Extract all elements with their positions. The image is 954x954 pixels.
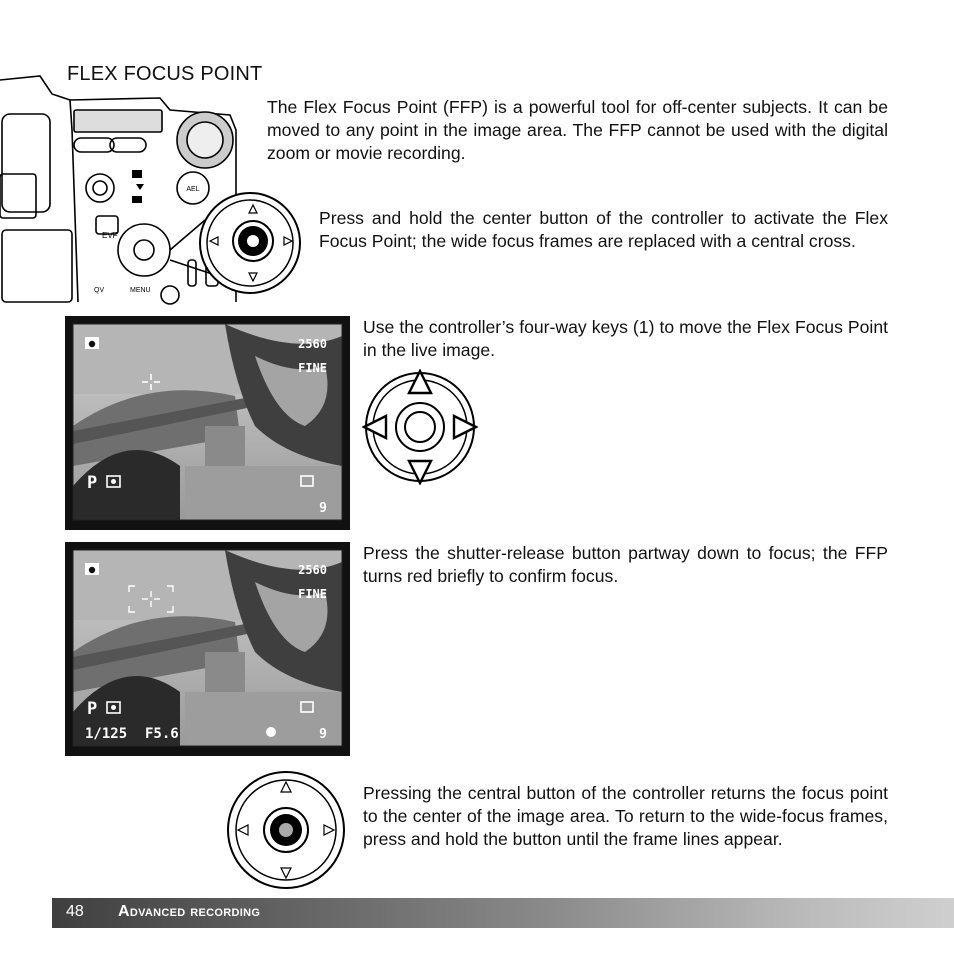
aperture-readout: F5.6 <box>145 726 179 742</box>
resolution-readout: 2560 <box>298 563 327 577</box>
four-way-controller-icon <box>362 369 478 485</box>
ael-label: AEL <box>186 186 200 193</box>
page-heading: FLEX FOCUS POINT <box>67 63 263 85</box>
move-paragraph: Use the controller’s four-way keys (1) to move the Flex Focus Point in the live image. <box>363 317 888 360</box>
resolution-readout: 2560 <box>298 337 327 351</box>
menu-label: MENU <box>130 287 151 294</box>
reset-paragraph: Pressing the central button of the controller returns the focus point to the center of the image area. To return to the wide-focus frames, press and hold the button until the frame lines appear. <box>363 783 888 849</box>
qv-label: QV <box>94 287 105 294</box>
shutter-speed-readout: 1/125 <box>85 726 128 742</box>
page-number: 48 <box>66 903 84 920</box>
controller-icon <box>198 191 302 295</box>
controller-center-press-icon <box>226 770 346 890</box>
section-title: Advanced recording <box>118 903 261 920</box>
lcd-screen-move <box>65 316 350 530</box>
lcd-screen-focus <box>65 542 350 756</box>
focus-confirm-icon <box>266 727 276 737</box>
activate-paragraph: Press and hold the center button of the controller to activate the Flex Focus Point; the wide focus frames are replaced with a central cross. <box>319 208 888 251</box>
frame-counter: 9 <box>319 501 327 516</box>
frame-counter: 9 <box>319 727 327 742</box>
quality-readout: FINE <box>298 361 327 375</box>
exposure-mode-readout: P <box>87 699 98 719</box>
quality-readout: FINE <box>298 587 327 601</box>
focus-paragraph: Press the shutter-release button partway down to focus; the FFP turns red briefly to confirm focus. <box>363 543 888 586</box>
evf-label: EVF <box>102 231 118 240</box>
intro-paragraph: The Flex Focus Point (FFP) is a powerful tool for off-center subjects. It can be moved to any point in the image area. The FFP cannot be used with the digital zoom or movie recording. <box>267 97 888 163</box>
exposure-mode-readout: P <box>87 473 98 493</box>
